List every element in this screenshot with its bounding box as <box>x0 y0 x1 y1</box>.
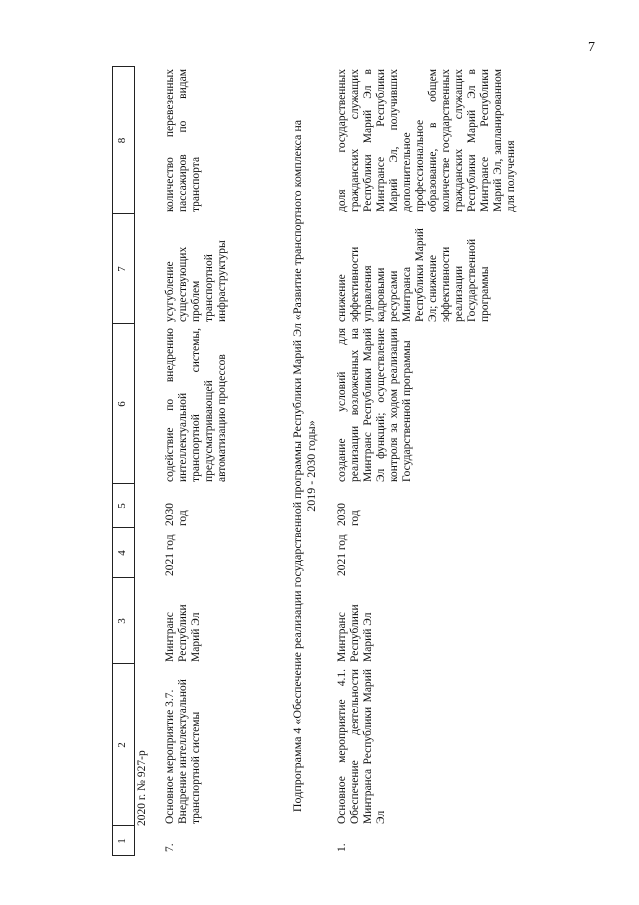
column-number-1: 1 <box>116 838 128 844</box>
column-number-2: 2 <box>116 742 128 748</box>
row-number: 1. <box>336 843 348 852</box>
column-number-6: 6 <box>116 401 128 407</box>
end-year-cell: 2030 год <box>336 503 361 526</box>
start-year-cell: 2021 год <box>336 534 348 576</box>
column-number-5: 5 <box>116 503 128 509</box>
start-year-cell: 2021 год <box>164 534 176 576</box>
activity-cell: Основное мероприятие 4.1. Обеспечение деятельности Минтранса Республики Марий Эл <box>336 669 387 824</box>
table-top-border <box>112 66 113 856</box>
rotated-table-sheet <box>112 66 632 856</box>
column-number-4: 4 <box>116 550 128 556</box>
order-reference: 2020 г. № 927-р <box>136 750 148 826</box>
indicator-cell: доля государственных гражданских служащих Республики Марий Эл в Минтрансе Республики Марий Эл, получивших дополнительное профессиональное образование, в общем количестве государственных гражданских служащих Республики Марий Эл в Минтрансе Республики Марий Эл, запланированном для получения <box>336 69 517 212</box>
end-year-cell: 2030 год <box>164 503 189 526</box>
consequences-cell: снижение эффективности управления кадровыми ресурсами Минтранса Республики Марий Эл; снижение эффективности реализации Государственной программы <box>336 228 491 322</box>
executor-cell: Минтранс Республики Марий Эл <box>164 604 202 662</box>
activity-cell: Основное мероприятие 3.7. Внедрение интеллектуальной транспортной системы <box>164 679 202 824</box>
result-cell: содействие по внедрению интеллектуальной транспортной системы, предусматривающей автоматизацию процессов <box>164 328 228 482</box>
executor-cell: Минтранс Республики Марий Эл <box>336 604 374 662</box>
result-cell: создание условий для реализации возложенных на Минтранс Республики Марий Эл функций; осуществление контроля за ходом реализации Государственной программы <box>336 328 413 482</box>
indicator-cell: количество перевезенных пассажиров по видам транспорта <box>164 69 202 212</box>
column-number-8: 8 <box>116 137 128 144</box>
page-number: 7 <box>588 40 595 55</box>
subprogram-heading: Подпрограмма 4 «Обеспечение реализации государственной программы Республики Марий Эл «Развитие транспортного комплекса на 2019 - 2030 годы» <box>290 119 318 813</box>
row-number: 7. <box>164 843 176 852</box>
column-number-7: 7 <box>116 266 128 272</box>
column-number-3: 3 <box>116 618 128 624</box>
table-header-bottom-border <box>134 66 135 856</box>
consequences-cell: усугубление существующих проблем транспортной инфраструктуры <box>164 240 228 322</box>
